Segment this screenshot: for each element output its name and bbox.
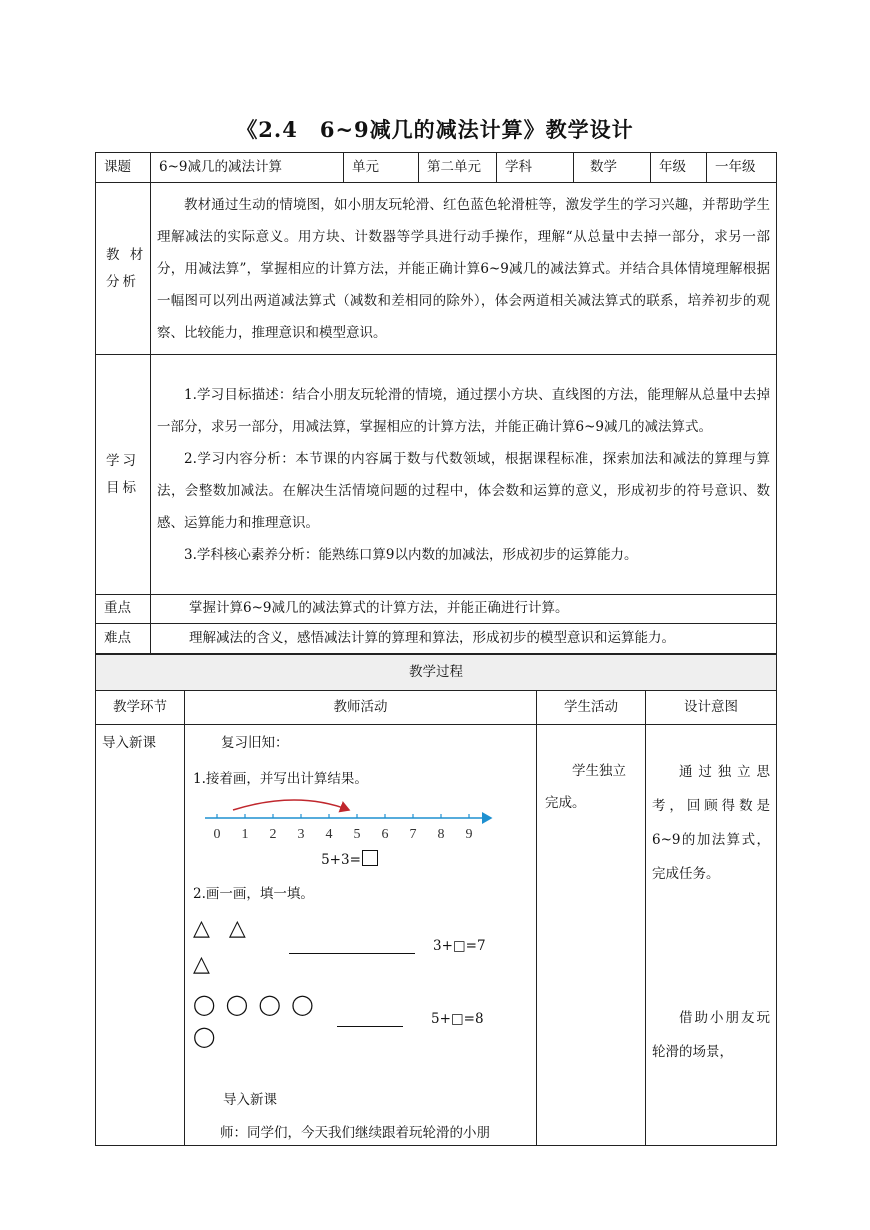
goal-3: 3.学科核心素养分析：能熟练口算9以内数的加减法，形成初步的运算能力。 [184, 546, 638, 563]
equation-2: 3+□=7 [433, 937, 486, 954]
student-activity-text: 学生独立完成。 [545, 763, 626, 811]
analysis-text-cell [151, 183, 777, 355]
review-heading: 复习旧知： [221, 735, 289, 751]
analysis-row [96, 183, 777, 355]
process-header: 教学过程 [96, 655, 777, 691]
number-line-jump-arrow [233, 800, 349, 810]
circle-row [193, 988, 530, 1052]
unit-value: 第二单元 [419, 153, 497, 183]
info-row [96, 153, 777, 183]
number-line-label: 0 [213, 827, 221, 843]
number-line [203, 796, 503, 842]
difficulty-text: 理解减法的含义，感悟减法计算的算理和算法，形成初步的模型意识和运算能力。 [151, 624, 777, 654]
subject-label: 学科 [497, 153, 574, 183]
grade-value: 一年级 [707, 153, 777, 183]
triangle-row [193, 911, 530, 981]
goals-text-cell [151, 355, 777, 595]
goal-1: 1.学习目标描述：结合小朋友玩轮滑的情境，通过摆小方块、直线图的方法，能理解从总量中去掉一部分，求另一部分，用减法算，掌握相应的计算方法，并能正确计算6~9减几的减法算式。 [157, 386, 770, 435]
triangle-blank-line [289, 939, 415, 954]
goals-row [96, 355, 777, 595]
intro-text: 师：同学们，今天我们继续跟着玩轮滑的小朋 [220, 1125, 490, 1142]
number-line-label: 9 [465, 827, 473, 843]
equation-3: 5+□=8 [431, 1010, 484, 1027]
col-intent-header: 设计意图 [646, 691, 777, 725]
goals-label: 学习 目标 [96, 355, 151, 595]
question-1: 1.接着画，并写出计算结果。 [193, 770, 368, 787]
number-line-label: 3 [297, 827, 305, 843]
number-line-label: 8 [437, 827, 445, 843]
analysis-label: 教 材 分析 [96, 183, 151, 355]
number-line-label: 2 [269, 827, 277, 843]
number-line-label: 1 [241, 827, 249, 843]
stage-cell: 导入新课 [96, 725, 185, 1146]
col-teacher-header: 教师活动 [185, 691, 537, 725]
number-line-label: 4 [325, 827, 333, 843]
number-line-label: 6 [381, 827, 389, 843]
answer-box [362, 850, 378, 866]
circle-blank-line [337, 1012, 403, 1027]
topic-label: 课题 [96, 153, 151, 183]
circle-shapes: ◯ ◯ ◯ ◯ ◯ [193, 991, 316, 1048]
design-intent-2: 借助小朋友玩轮滑的场景， [652, 1010, 770, 1060]
process-column-headers [96, 691, 777, 725]
unit-label: 单元 [344, 153, 419, 183]
analysis-text: 教材通过生动的情境图，如小朋友玩轮滑、红色蓝色轮滑桩等，激发学生的学习兴趣，并帮助学生理解减法的实际意义。用方块、计数器等学具进行动手操作，理解“从总量中去掉一部分，求另一部分，用减法算”，掌握相应的计算方法，并能正确计算6~9减几的减法算式。并结合具体情境理解根据一幅图可以列出两道减法算式（减数和差相同的除外），体会两道相关减法算式的联系，培养初步的观察、比较能力，推理意识和模型意识。 [157, 196, 770, 341]
question-2: 2.画一画，填一填。 [193, 885, 314, 902]
difficulty-row [96, 624, 777, 654]
difficulty-label: 难点 [96, 624, 151, 654]
process-row-intro [96, 725, 777, 1146]
equation-1: 5+3= [169, 850, 530, 872]
col-stage-header: 教学环节 [96, 691, 185, 725]
lesson-info-table [95, 152, 777, 654]
design-intent-1: 通过独立思考，回顾得数是6~9的加法算式，完成任务。 [652, 764, 770, 882]
document-title: 《2.4 6~9减几的减法计算》教学设计 [236, 117, 634, 142]
teaching-process-table [95, 654, 777, 1146]
triangle-shapes: △ △ △ [193, 916, 252, 977]
intro-heading: 导入新课 [223, 1091, 277, 1108]
design-intent-cell [646, 725, 777, 1146]
col-student-header: 学生活动 [537, 691, 646, 725]
teacher-activity-cell [185, 725, 537, 1146]
key-row [96, 595, 777, 624]
key-label: 重点 [96, 595, 151, 624]
goal-2: 2.学习内容分析：本节课的内容属于数与代数领域，根据课程标准，探索加法和减法的算理与算法，会整数加减法。在解决生活情境问题的过程中，体会数和运算的意义，形成初步的符号意识、数感、运算能力和推理意识。 [157, 450, 770, 531]
subject-value: 数学 [574, 153, 651, 183]
student-activity-cell [537, 725, 646, 1146]
number-line-label: 7 [409, 827, 417, 843]
topic-value: 6~9减几的减法计算 [151, 153, 344, 183]
grade-label: 年级 [651, 153, 707, 183]
number-line-label: 5 [353, 827, 361, 843]
key-text: 掌握计算6~9减几的减法算式的计算方法，并能正确进行计算。 [151, 595, 777, 624]
